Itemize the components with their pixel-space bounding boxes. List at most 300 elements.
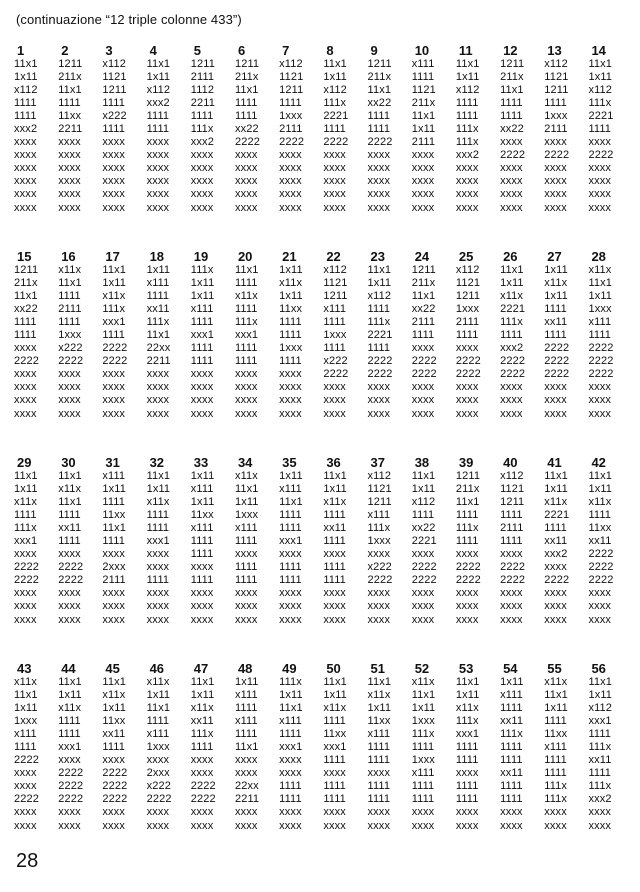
pattern-cell: 11x1 xyxy=(455,58,480,70)
column-number: 16 xyxy=(61,249,76,264)
pattern-cell: xxxx xyxy=(411,342,435,355)
pattern-cell: 11xx xyxy=(102,509,126,522)
pattern-cell: xxxx xyxy=(367,613,391,626)
pattern-cell: x111 xyxy=(14,728,37,741)
pattern-cell: x111 xyxy=(190,522,214,535)
pattern-cell: 11x1 xyxy=(367,264,392,276)
pattern-cell: 1111 xyxy=(234,110,258,123)
pattern-cell: xxx2 xyxy=(500,342,524,355)
pattern-cell: 1111 xyxy=(234,574,258,587)
pattern-cell: 1x11 xyxy=(58,689,82,702)
pattern-cell: x111 xyxy=(500,689,523,702)
pattern-cell: x11x xyxy=(544,496,568,509)
pattern-cell: 1x11 xyxy=(544,702,568,715)
pattern-cell: 111x xyxy=(14,522,37,535)
pattern-cell: xxxx xyxy=(234,548,258,561)
pattern-cell: xxxx xyxy=(367,162,391,175)
column-number: 5 xyxy=(193,43,201,58)
pattern-cell: 1111 xyxy=(14,329,37,342)
pattern-cell: xxxx xyxy=(14,587,37,600)
pattern-row xyxy=(14,780,634,793)
pattern-cell: xxxx xyxy=(411,394,435,407)
pattern-cell: xxxx xyxy=(14,381,37,394)
pattern-cell: 111x xyxy=(190,264,214,276)
pattern-cell: xxxx xyxy=(544,587,567,600)
pattern-cell: 11x1 xyxy=(234,84,259,97)
pattern-cell: xxxx xyxy=(588,587,612,600)
pattern-row xyxy=(14,574,634,587)
pattern-cell: xxxx xyxy=(14,600,37,613)
pattern-cell: 1111 xyxy=(588,767,612,780)
pattern-cell: x111 xyxy=(411,767,435,780)
pattern-cell: 1111 xyxy=(588,728,612,741)
pattern-cell: 1211 xyxy=(367,58,392,70)
pattern-cell: xxxx xyxy=(14,342,37,355)
column-number: 2 xyxy=(61,43,69,58)
pattern-cell: 2111 xyxy=(411,136,436,149)
column-number-row xyxy=(14,250,634,264)
column-number: 4 xyxy=(149,43,157,58)
pattern-cell: xxxx xyxy=(588,136,612,149)
pattern-cell: xxx1 xyxy=(102,316,126,329)
pattern-cell: xxxx xyxy=(544,407,567,420)
pattern-cell: x112 xyxy=(367,290,392,303)
pattern-cell: xxxx xyxy=(234,381,258,394)
pattern-cell: xxxx xyxy=(58,188,81,201)
pattern-cell: 1xxx xyxy=(411,754,435,767)
pattern-cell: 1x11 xyxy=(279,290,303,303)
column-number: 53 xyxy=(458,661,474,676)
pattern-cell: 1111 xyxy=(323,342,346,355)
pattern-cell: 1111 xyxy=(367,342,391,355)
column-number: 36 xyxy=(326,455,341,470)
pattern-cell: 2222 xyxy=(411,561,437,574)
column-number: 19 xyxy=(193,249,209,264)
pattern-cell: 1111 xyxy=(190,355,214,368)
column-number: 43 xyxy=(17,661,32,676)
pattern-cell: 11x1 xyxy=(455,676,480,688)
pattern-cell: x112 xyxy=(146,84,171,97)
pattern-cell: 11x1 xyxy=(14,58,38,70)
column-number: 10 xyxy=(414,43,430,58)
pattern-cell: xxxx xyxy=(14,188,37,201)
pattern-cell: 1111 xyxy=(279,316,302,329)
pattern-cell: 2211 xyxy=(190,97,216,110)
pattern-cell: 1x11 xyxy=(190,496,215,509)
pattern-cell: 1111 xyxy=(190,574,214,587)
pattern-cell: 1111 xyxy=(279,97,302,110)
pattern-cell: xxxx xyxy=(234,600,258,613)
pattern-cell: xxxx xyxy=(146,149,170,162)
column-block xyxy=(14,44,634,250)
pattern-cell: 2111 xyxy=(411,316,436,329)
pattern-cell: 111x xyxy=(367,316,391,329)
pattern-cell: 11xx xyxy=(58,110,82,123)
pattern-cell: 1111 xyxy=(323,561,346,574)
pattern-cell: xxxx xyxy=(279,188,302,201)
pattern-cell: x112 xyxy=(323,264,347,276)
pattern-cell: 1x11 xyxy=(234,676,259,688)
pattern-cell: x111 xyxy=(190,483,214,496)
column-block xyxy=(14,662,634,868)
pattern-cell: xxxx xyxy=(58,175,81,188)
pattern-row xyxy=(14,483,634,496)
pattern-cell: 1211 xyxy=(190,58,216,70)
pattern-row xyxy=(14,381,634,394)
pattern-cell: xxxx xyxy=(544,188,567,201)
pattern-cell: 1211 xyxy=(367,496,392,509)
pattern-cell: x11x xyxy=(102,290,126,303)
pattern-cell: 1111 xyxy=(323,574,346,587)
pattern-cell: xxxx xyxy=(146,136,170,149)
pattern-cell: xxxx xyxy=(279,175,302,188)
pattern-cell: x11x xyxy=(367,689,391,702)
pattern-cell: 1111 xyxy=(234,342,258,355)
pattern-cell: 1111 xyxy=(500,110,523,123)
pattern-row xyxy=(14,561,634,574)
pattern-cell: 2222 xyxy=(190,793,216,806)
pattern-cell: xxxx xyxy=(279,819,302,832)
pattern-cell: 1111 xyxy=(455,97,479,110)
pattern-cell: xxxx xyxy=(58,394,81,407)
pattern-cell: xxxx xyxy=(367,600,391,613)
pattern-cell: x112 xyxy=(367,470,392,482)
pattern-cell: 111x xyxy=(588,780,612,793)
column-number: 17 xyxy=(105,249,120,264)
pattern-cell: 11x1 xyxy=(234,483,259,496)
column-number: 26 xyxy=(503,249,518,264)
pattern-cell: xxxx xyxy=(190,754,214,767)
pattern-cell: xxxx xyxy=(500,407,523,420)
column-number: 6 xyxy=(237,43,246,58)
pattern-cell: x222 xyxy=(146,780,172,793)
pattern-cell: 2222 xyxy=(588,561,614,574)
pattern-row xyxy=(14,741,634,754)
pattern-cell: 1x11 xyxy=(14,483,38,496)
pattern-cell: xxxx xyxy=(14,201,37,214)
pattern-cell: 11x1 xyxy=(234,741,259,754)
pattern-cell: 1211 xyxy=(58,58,83,70)
pattern-cell: 1111 xyxy=(367,110,391,123)
pattern-cell: 2211 xyxy=(58,123,83,136)
pattern-cell: 2222 xyxy=(411,368,437,381)
pattern-cell: 2222 xyxy=(102,780,128,793)
pattern-cell: 1111 xyxy=(14,110,37,123)
pattern-cell: 2222 xyxy=(588,342,614,355)
pattern-cell: 1111 xyxy=(279,780,302,793)
pattern-cell: xxxx xyxy=(146,561,170,574)
pattern-cell: 1xxx xyxy=(14,715,38,728)
pattern-cell: xxxx xyxy=(455,407,479,420)
pattern-cell: xxxx xyxy=(190,767,214,780)
pattern-cell: 2111 xyxy=(455,316,480,329)
pattern-cell: xxxx xyxy=(455,548,479,561)
pattern-cell: x11x xyxy=(455,702,479,715)
column-number: 47 xyxy=(193,661,209,676)
pattern-cell: 1xxx xyxy=(411,715,435,728)
pattern-cell: xxxx xyxy=(411,548,435,561)
pattern-cell: xxxx xyxy=(367,819,391,832)
pattern-cell: xxxx xyxy=(323,407,346,420)
pattern-cell: 1211 xyxy=(411,264,436,276)
pattern-cell: x111 xyxy=(411,58,435,70)
pattern-cell: xx11 xyxy=(544,535,568,548)
pattern-cell: 2222 xyxy=(455,355,481,368)
pattern-cell: xxxx xyxy=(588,600,612,613)
pattern-cell: xxxx xyxy=(190,819,214,832)
pattern-cell: xxxx xyxy=(102,149,125,162)
pattern-cell: x11x xyxy=(146,676,170,688)
pattern-cell: 1111 xyxy=(544,767,567,780)
pattern-cell: 11x1 xyxy=(102,264,127,276)
pattern-row xyxy=(14,587,634,600)
pattern-cell: 1xxx xyxy=(455,303,480,316)
pattern-cell: x111 xyxy=(146,277,170,290)
pattern-cell: 1x11 xyxy=(102,277,127,290)
pattern-cell: xxx1 xyxy=(146,535,170,548)
pattern-cell: xxxx xyxy=(279,149,302,162)
column-number: 30 xyxy=(61,455,76,470)
pattern-cell: xxx1 xyxy=(14,535,38,548)
column-number: 35 xyxy=(282,455,297,470)
pattern-cell: xxxx xyxy=(102,201,125,214)
pattern-cell: 111x xyxy=(102,303,126,316)
pattern-cell: 1111 xyxy=(190,741,214,754)
pattern-cell: 11x1 xyxy=(146,470,171,482)
pattern-cell: 1111 xyxy=(279,355,302,368)
pattern-cell: 1111 xyxy=(455,329,479,342)
pattern-cell: 1x11 xyxy=(323,483,347,496)
pattern-cell: xxxx xyxy=(14,613,37,626)
pattern-cell: xxxx xyxy=(102,806,125,819)
pattern-cell: 1111 xyxy=(544,329,567,342)
pattern-cell: x11x xyxy=(58,702,82,715)
column-number: 27 xyxy=(547,249,562,264)
pattern-cell: 2222 xyxy=(588,355,614,368)
pattern-cell: xxxx xyxy=(102,600,125,613)
column-number: 28 xyxy=(591,249,606,264)
pattern-cell: xx11 xyxy=(544,316,568,329)
pattern-cell: 11x1 xyxy=(102,676,127,688)
pattern-cell: x112 xyxy=(544,58,568,70)
pattern-cell: xx11 xyxy=(500,767,524,780)
pattern-cell: xxxx xyxy=(102,368,125,381)
pattern-cell: 1111 xyxy=(323,123,346,136)
pattern-cell: 1x11 xyxy=(367,702,392,715)
pattern-cell: xxxx xyxy=(102,188,125,201)
pattern-cell: 1211 xyxy=(455,290,481,303)
pattern-cell: x111 xyxy=(544,741,568,754)
pattern-cell: xxxx xyxy=(455,201,479,214)
pattern-cell: xxxx xyxy=(411,407,435,420)
pattern-cell: 1x11 xyxy=(146,483,171,496)
pattern-cell: 11x1 xyxy=(588,58,613,70)
pattern-cell: 2222 xyxy=(455,574,481,587)
column-number: 24 xyxy=(414,249,430,264)
pattern-cell: 1111 xyxy=(102,535,125,548)
pattern-cell: xxxx xyxy=(234,368,258,381)
pattern-cell: xxxx xyxy=(102,381,125,394)
pattern-cell: 2222 xyxy=(544,149,570,162)
pattern-cell: 1111 xyxy=(58,290,81,303)
pattern-row xyxy=(14,123,634,136)
pattern-row xyxy=(14,522,634,535)
pattern-cell: 11xx xyxy=(279,303,303,316)
pattern-cell: xxxx xyxy=(411,175,435,188)
column-number: 23 xyxy=(370,249,385,264)
pattern-cell: 111x xyxy=(500,728,523,741)
pattern-cell: xxxx xyxy=(411,819,435,832)
pattern-cell: xxx1 xyxy=(279,535,303,548)
pattern-cell: xxxx xyxy=(146,381,170,394)
pattern-cell: 1111 xyxy=(367,741,391,754)
pattern-cell: xxx2 xyxy=(190,136,214,149)
pattern-cell: xxxx xyxy=(500,587,523,600)
pattern-cell: xxxx xyxy=(455,188,479,201)
pattern-cell: xxxx xyxy=(323,175,346,188)
pattern-cell: xxxx xyxy=(544,136,567,149)
pattern-cell: 1x11 xyxy=(279,264,303,276)
pattern-cell: 1211 xyxy=(279,84,304,97)
pattern-row xyxy=(14,548,634,561)
pattern-cell: 1xxx xyxy=(588,303,612,316)
pattern-cell: xxxx xyxy=(411,149,435,162)
pattern-cell: 2222 xyxy=(58,767,84,780)
pattern-cell: x222 xyxy=(58,342,83,355)
column-number: 37 xyxy=(370,455,385,470)
column-number: 42 xyxy=(591,455,606,470)
pattern-cell: xxxx xyxy=(588,806,612,819)
pattern-cell: x11x xyxy=(544,676,568,688)
pattern-cell: 1111 xyxy=(234,277,258,290)
pattern-cell: x111 xyxy=(146,728,170,741)
pattern-cell: xxxx xyxy=(190,175,214,188)
pattern-cell: 11xx xyxy=(367,715,391,728)
pattern-cell: 1211 xyxy=(234,58,260,70)
pattern-cell: xxxx xyxy=(544,819,567,832)
pattern-cell: 11x1 xyxy=(455,496,480,509)
pattern-cell: 2222 xyxy=(544,355,570,368)
column-number: 46 xyxy=(149,661,165,676)
pattern-cell: 2222 xyxy=(14,574,40,587)
pattern-cell: 211x xyxy=(411,97,436,110)
pattern-cell: 1111 xyxy=(500,509,523,522)
pattern-cell: 1111 xyxy=(102,329,125,342)
pattern-cell: 2222 xyxy=(102,355,128,368)
pattern-cell: 211x xyxy=(455,483,480,496)
pattern-cell: 2222 xyxy=(58,561,84,574)
pattern-cell: 1111 xyxy=(500,329,523,342)
pattern-cell: 2222 xyxy=(367,355,393,368)
pattern-cell: xxxx xyxy=(500,201,523,214)
column-block xyxy=(14,456,634,662)
pattern-row xyxy=(14,496,634,509)
pattern-cell: xxxx xyxy=(14,149,37,162)
pattern-cell: 1111 xyxy=(279,509,302,522)
pattern-cell: 1211 xyxy=(500,496,525,509)
pattern-cell: 1111 xyxy=(367,303,391,316)
pattern-cell: 1111 xyxy=(323,316,346,329)
pattern-cell: xxxx xyxy=(279,613,302,626)
pattern-row xyxy=(14,290,634,303)
pattern-cell: 1111 xyxy=(146,110,170,123)
pattern-cell: xx11 xyxy=(588,754,612,767)
pattern-cell: xxxx xyxy=(500,394,523,407)
pattern-cell: xxxx xyxy=(190,561,214,574)
pattern-cell: 1111 xyxy=(544,303,567,316)
pattern-cell: 1x11 xyxy=(455,71,480,84)
pattern-cell: 2111 xyxy=(500,522,524,535)
pattern-cell: 1111 xyxy=(544,522,567,535)
pattern-cell: xxxx xyxy=(323,587,346,600)
pattern-cell: xxxx xyxy=(544,175,567,188)
pattern-cell: xxxx xyxy=(190,587,214,600)
pattern-cell: 11xx xyxy=(323,728,347,741)
pattern-cell: 2222 xyxy=(367,574,393,587)
pattern-cell: xxxx xyxy=(544,201,567,214)
pattern-cell: xxxx xyxy=(146,368,170,381)
pattern-cell: 1111 xyxy=(323,535,346,548)
pattern-cell: xxxx xyxy=(234,394,258,407)
pattern-cell: 1111 xyxy=(279,561,302,574)
column-number: 44 xyxy=(61,661,76,676)
pattern-cell: xxxx xyxy=(146,201,170,214)
pattern-cell: 2222 xyxy=(455,368,481,381)
pattern-cell: x11x xyxy=(58,483,82,496)
pattern-cell: xxxx xyxy=(58,381,81,394)
pattern-cell: xxxx xyxy=(455,342,479,355)
pattern-cell: 2111 xyxy=(279,123,303,136)
pattern-cell: 1x11 xyxy=(14,71,38,84)
pattern-cell: 211x xyxy=(234,71,259,84)
pattern-cell: 2222 xyxy=(367,136,393,149)
pattern-cell: 1xxx xyxy=(279,110,303,123)
pattern-cell: 1111 xyxy=(146,522,170,535)
pattern-cell: xxxx xyxy=(234,767,258,780)
pattern-cell: 2xxx xyxy=(146,767,170,780)
pattern-cell: 11x1 xyxy=(58,277,82,290)
pattern-cell: 11xx xyxy=(588,522,612,535)
pattern-cell: 22xx xyxy=(234,780,259,793)
pattern-row xyxy=(14,689,634,702)
pattern-cell: xxxx xyxy=(234,162,258,175)
pattern-cell: 1x11 xyxy=(544,264,568,276)
pattern-cell: 1xxx xyxy=(234,509,259,522)
pattern-cell: 1x11 xyxy=(588,71,613,84)
pattern-cell: 2222 xyxy=(367,368,393,381)
pattern-cell: xxxx xyxy=(455,819,479,832)
pattern-cell: 111x xyxy=(500,316,523,329)
pattern-cell: 1111 xyxy=(544,754,567,767)
pattern-cell: xxxx xyxy=(190,600,214,613)
pattern-cell: 2111 xyxy=(544,123,568,136)
pattern-cell: x111 xyxy=(588,316,612,329)
pattern-cell: 1111 xyxy=(323,780,346,793)
pattern-cell: xxxx xyxy=(500,600,523,613)
pattern-cell: xxxx xyxy=(190,162,214,175)
pattern-cell: x11x xyxy=(323,702,347,715)
pattern-cell: 11x1 xyxy=(411,470,436,482)
pattern-cell: 1111 xyxy=(14,97,37,110)
column-number: 34 xyxy=(237,455,253,470)
pattern-cell: xxxx xyxy=(190,613,214,626)
pattern-cell: xxxx xyxy=(102,613,125,626)
pattern-cell: 1x11 xyxy=(455,689,480,702)
pattern-cell: xxxx xyxy=(455,162,479,175)
pattern-cell: 2222 xyxy=(500,574,526,587)
pattern-cell: x11x xyxy=(14,496,38,509)
pattern-cell: x111 xyxy=(234,522,258,535)
